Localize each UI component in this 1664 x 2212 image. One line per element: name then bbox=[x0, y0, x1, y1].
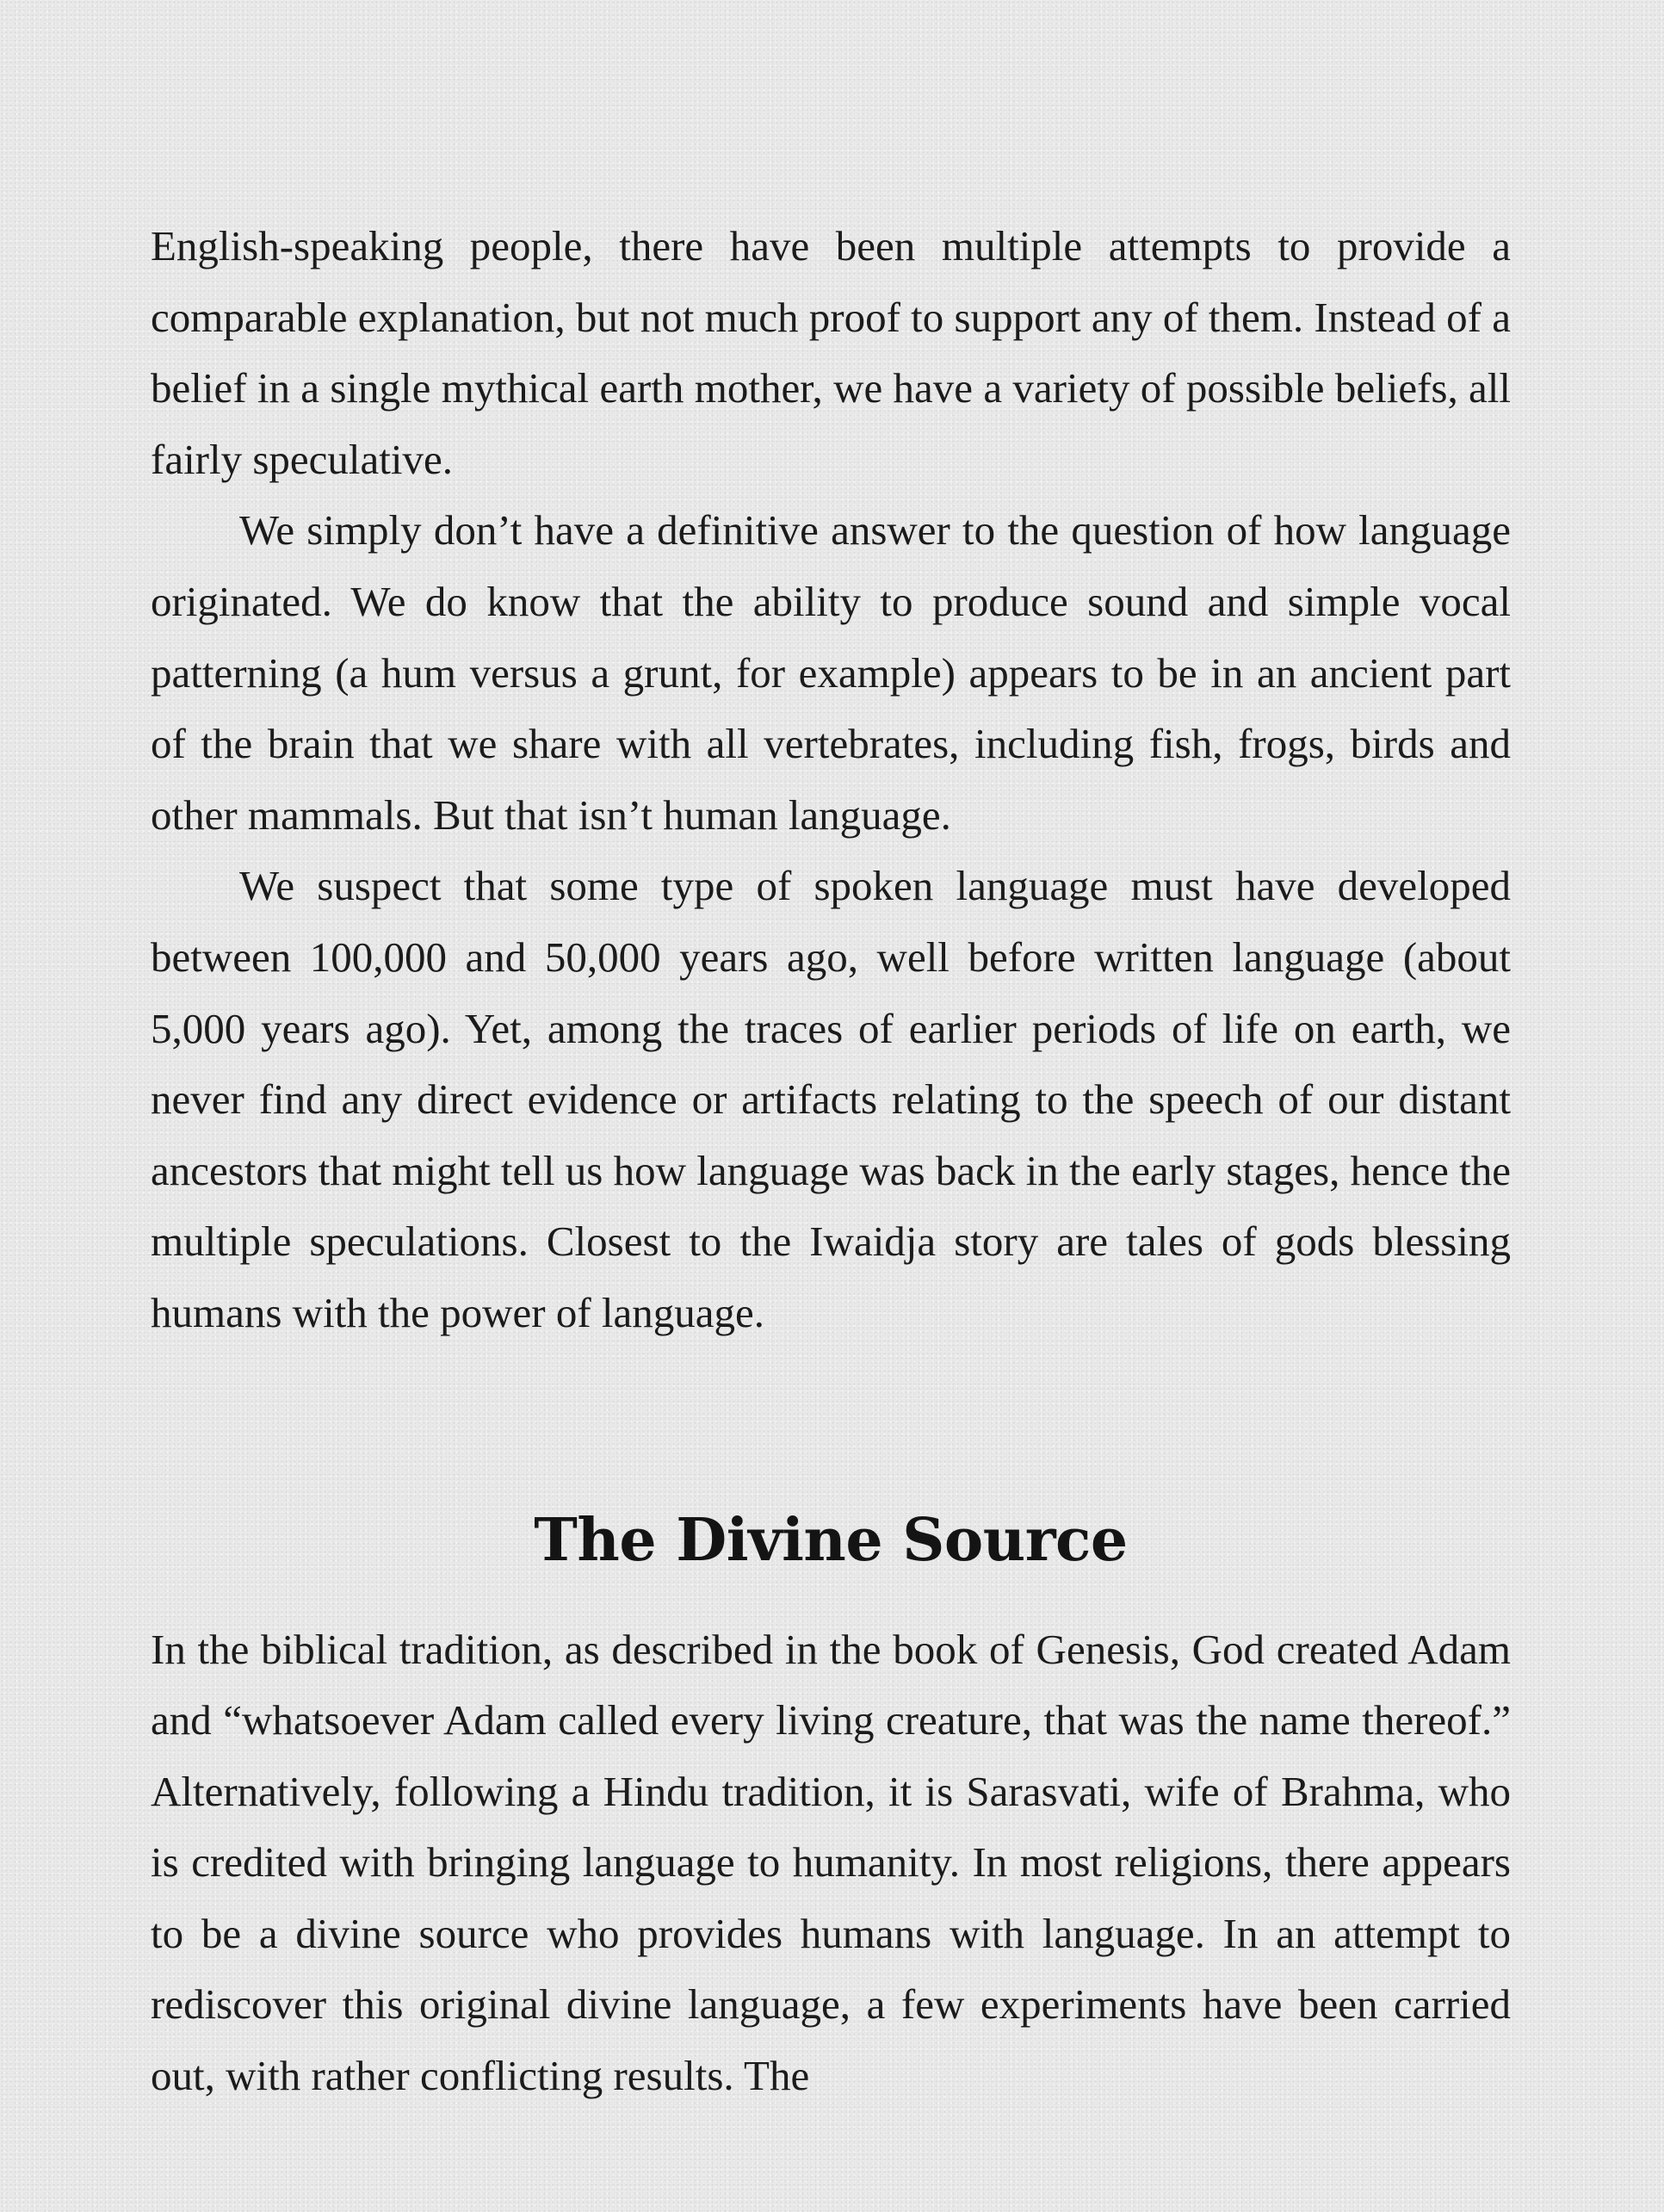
paragraph-origin-unknown: We simply don’t have a definitive answer to the question of how language originated. We do know that the ability to produce sound and simple vocal patterning (a hum versus a grunt, for example) appears to be in an ancient part of the brain that we share with all vertebrates, including fish, frogs, birds and other mammals. But that isn’t human language. bbox=[151, 506, 1511, 839]
paragraph-spoken-language-timeline: We suspect that some type of spoken language must have developed between 100,000 and 50,000 years ago, well before written language (about 5,000 years ago). Yet, among the traces of earlier periods of life on earth, we never find any direct evidence or artifacts relating to the speech of our distant ancestors that might tell us how language was back in the early stages, hence the multiple speculations. Closest to the Iwaidja story are tales of gods blessing humans with the power of language. bbox=[151, 862, 1511, 1336]
paragraph-divine-source: In the biblical tradition, as described in the book of Genesis, God created Adam and “whatsoever Adam called every living creature, that was the name thereof.” Alternatively, following a Hindu tradition, it is Sarasvati, wife of Brahma, who is credited with bringing language to humanity. In most religions, there appears to be a divine source who provides humans with language. In an attempt to rediscover this original divine language, a few experiments have been carried out, with rather conflicting results. The bbox=[151, 1625, 1511, 2100]
book-page bbox=[151, 211, 1511, 2112]
paragraph-continued: English-speaking people, there have been multiple attempts to provide a comparable explanation, but not much proof to support any of them. Instead of a belief in a single mythical earth mother, we have a variety of possible beliefs, all fairly speculative. bbox=[151, 222, 1511, 483]
section-heading: The Divine Source bbox=[534, 1505, 1128, 1575]
